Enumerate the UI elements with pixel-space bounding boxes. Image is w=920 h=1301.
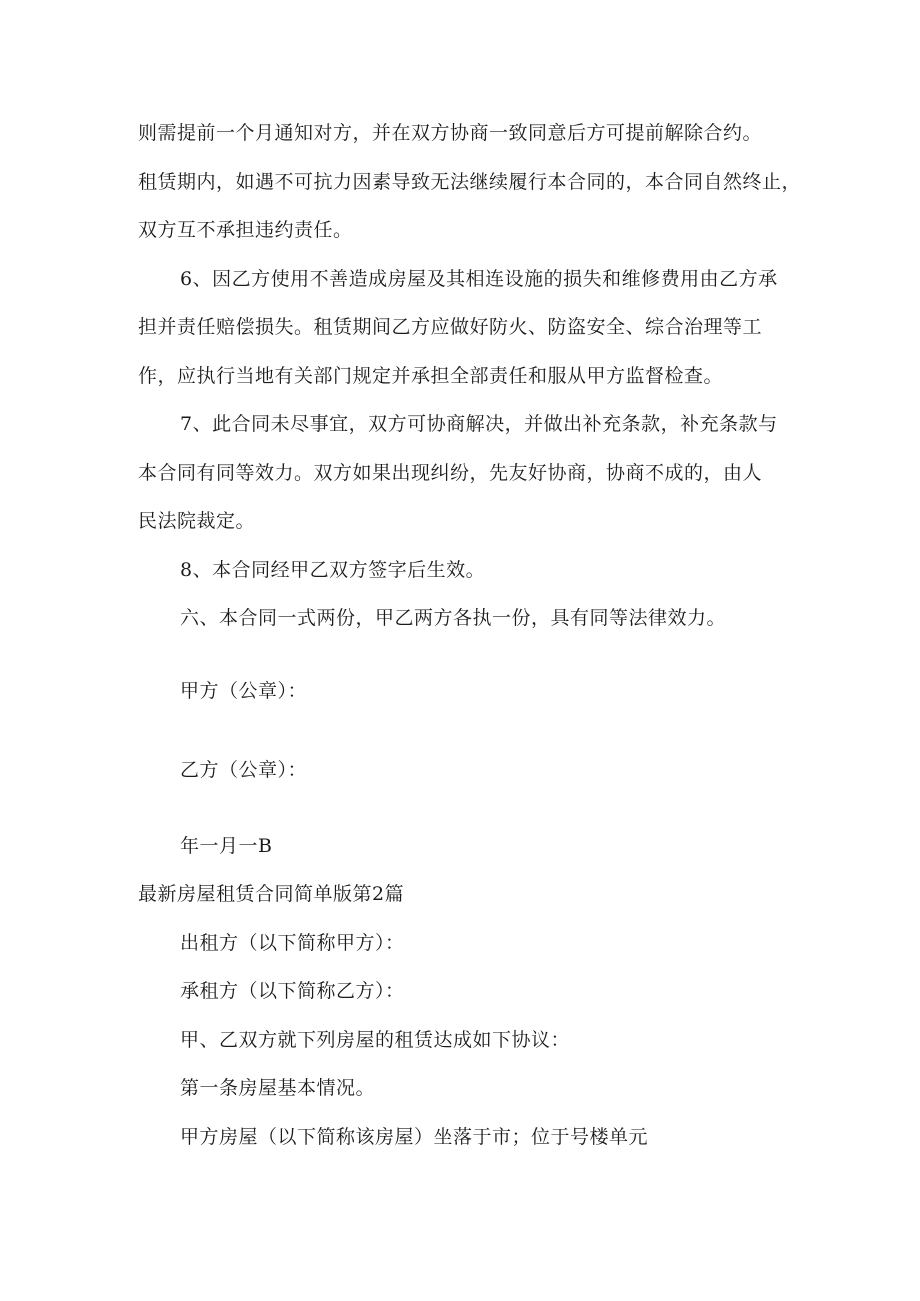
paragraph-line: 担并责任赔偿损失。租赁期间乙方应做好防火、防盗安全、综合治理等工 — [138, 316, 763, 338]
clause-6-line: 6、因乙方使用不善造成房屋及其相连设施的损失和维修费用由乙方承 — [180, 268, 778, 290]
lessor-label: 出租方（以下简称甲方）： — [180, 932, 405, 954]
paragraph-line: 作，应执行当地有关部门规定并承担全部责任和服从甲方监督检查。 — [138, 365, 724, 387]
clause-7-line: 7、此合同未尽事宜，双方可协商解决，并做出补充条款，补充条款与 — [180, 413, 778, 435]
paragraph-line: 租赁期内，如遇不可抗力因素导致无法继续履行本合同的，本合同自然终止， — [138, 171, 802, 193]
agreement-intro: 甲、乙双方就下列房屋的租赁达成如下协议： — [180, 1029, 571, 1051]
article-one-heading: 第一条房屋基本情况。 — [180, 1077, 376, 1099]
party-b-seal-label: 乙方（公章）： — [180, 759, 308, 781]
paragraph-line: 本合同有同等效力。双方如果出现纠纷，先友好协商，协商不成的，由人 — [138, 462, 763, 484]
clause-six-line: 六、本合同一式两份，甲乙两方各执一份，具有同等法律效力。 — [180, 607, 727, 629]
paragraph-line: 民法院裁定。 — [138, 510, 256, 532]
lessee-label: 承租方（以下简称乙方）： — [180, 980, 405, 1002]
property-location-line: 甲方房屋（以下简称该房屋）坐落于市；位于号楼单元 — [180, 1126, 649, 1148]
paragraph-line: 双方互不承担违约责任。 — [138, 219, 353, 241]
date-line: 年一月一B — [180, 835, 273, 857]
clause-8-line: 8、本合同经甲乙双方签字后生效。 — [180, 559, 486, 581]
party-a-seal-label: 甲方（公章）： — [180, 680, 308, 702]
paragraph-line: 则需提前一个月通知对方，并在双方协商一致同意后方可提前解除合约。 — [138, 122, 763, 144]
section-title: 最新房屋租赁合同简单版第2篇 — [138, 883, 405, 905]
